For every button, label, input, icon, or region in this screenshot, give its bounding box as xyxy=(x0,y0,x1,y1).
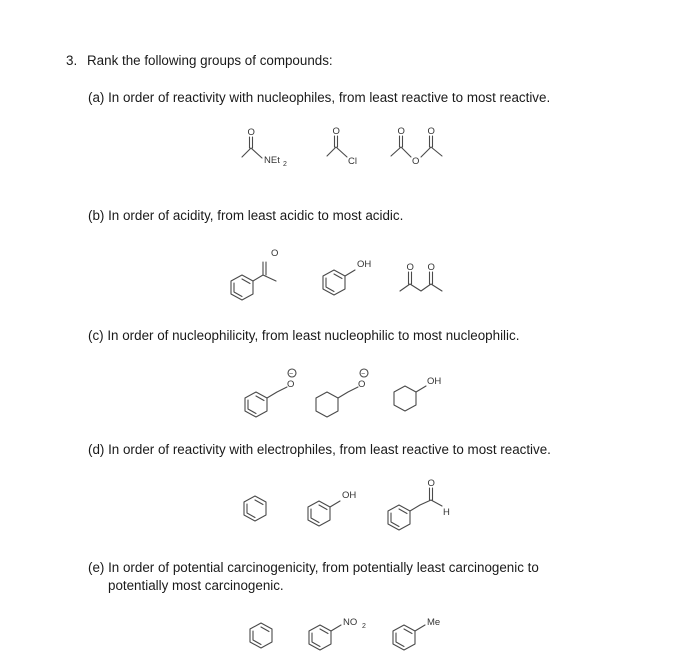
part-b-text: (b) In order of acidity, from least acidic to most acidic. xyxy=(88,208,404,223)
svg-text:Cl: Cl xyxy=(348,156,357,167)
svg-text:NO: NO xyxy=(343,617,358,628)
phenoxide-structure xyxy=(245,369,296,417)
svg-text:O: O xyxy=(271,248,279,259)
acid-chloride-structure xyxy=(327,126,357,167)
svg-text:O: O xyxy=(397,126,405,137)
svg-text:O: O xyxy=(412,156,420,167)
part-e-text-line1: (e) In order of potential carcinogenicity, from potentially least carcinogenic to xyxy=(88,560,539,575)
anhydride-structure xyxy=(391,126,442,167)
question-number: 3. xyxy=(66,53,78,68)
svg-text:O: O xyxy=(406,262,414,273)
svg-text:OH: OH xyxy=(357,259,372,270)
cyclohexylmethanol-structure xyxy=(394,376,441,411)
part-a-text: (a) In order of reactivity with nucleophiles, from least reactive to most reactive. xyxy=(88,90,551,105)
svg-text:H: H xyxy=(443,507,450,518)
svg-text:OH: OH xyxy=(427,376,442,387)
amide-structure xyxy=(242,127,287,168)
cyclohexylmethoxide-structure xyxy=(316,369,368,417)
svg-text:OH: OH xyxy=(342,490,357,501)
svg-text:O: O xyxy=(332,126,340,137)
svg-text:2: 2 xyxy=(362,623,366,630)
benzyl-alcohol-structure xyxy=(323,259,371,295)
svg-text:O: O xyxy=(427,126,435,137)
methyl-structure xyxy=(393,617,440,650)
nitro-structure xyxy=(309,617,366,650)
svg-text:O: O xyxy=(287,379,295,390)
svg-text:O: O xyxy=(247,127,255,138)
svg-text:NEt: NEt xyxy=(264,155,280,166)
benzene-structure xyxy=(244,496,266,521)
question-title: Rank the following groups of compounds: xyxy=(87,53,333,68)
phenylacetaldehyde-structure xyxy=(388,478,450,530)
part-d-text: (d) In order of reactivity with electrophiles, from least reactive to most reactive. xyxy=(88,442,551,457)
svg-text:O: O xyxy=(427,262,435,273)
part-e-text-line2: potentially most carcinogenic. xyxy=(108,578,284,593)
svg-text:Me: Me xyxy=(427,617,441,628)
svg-text:−: − xyxy=(289,371,294,378)
svg-text:−: − xyxy=(361,371,366,378)
benzene-structure-e xyxy=(250,623,272,648)
benzyl-alcohol-structure-d xyxy=(308,490,356,526)
svg-text:O: O xyxy=(427,478,435,489)
part-c-text: (c) In order of nucleophilicity, from least nucleophilic to most nucleophilic. xyxy=(88,328,520,343)
svg-text:O: O xyxy=(358,379,366,390)
svg-text:2: 2 xyxy=(283,161,287,168)
acetophenone-structure xyxy=(231,248,278,300)
acetylacetone-structure xyxy=(400,262,442,291)
